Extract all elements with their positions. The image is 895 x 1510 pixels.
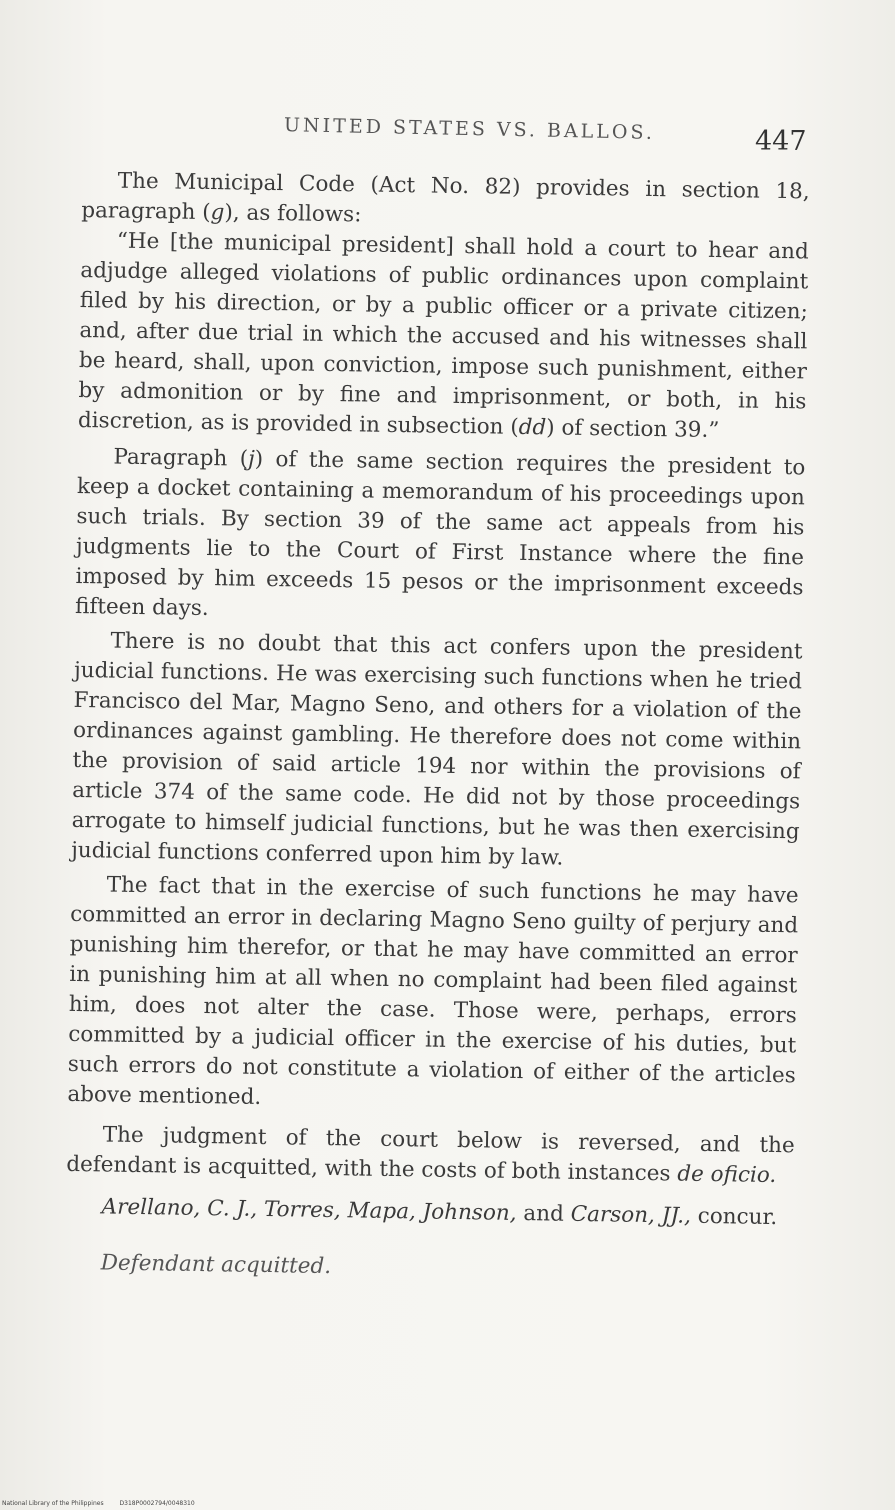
italic-de-oficio: de oficio.	[677, 1161, 777, 1189]
disposition: Defendant acquitted.	[100, 1250, 332, 1280]
italic-ref: g	[210, 200, 225, 226]
quoted-provision	[78, 226, 809, 447]
running-title: UNITED STATES VS. BALLOS.	[283, 114, 656, 144]
running-head	[0, 108, 895, 157]
italic-ref: j	[247, 446, 255, 472]
paragraph-docket	[75, 442, 806, 633]
justices-names: Arellano, C. J., Torres, Mapa, Johnson,	[101, 1194, 517, 1226]
scan-footer	[2, 1500, 209, 1507]
paragraph-error: The fact that in the exercise of such functions he may have committed an error in declaring Magno Seno guilty of perjury and punishing him therefor, or that he may have committed an error in punishing him at all when no complaint had been filed against him, does not alter the case. Those were, perhaps, errors committed by a judicial officer in the exercise of his duties, but such errors do not constitute a violation of either of the articles above mentioned.	[67, 872, 799, 1110]
library-name: National Library of the Philippines	[2, 1500, 104, 1507]
justices-last: Carson, JJ.,	[570, 1201, 692, 1229]
concur-and: and	[516, 1200, 571, 1227]
paragraph-text-end: ), as follows:	[224, 200, 362, 228]
paragraph-text: The Municipal Code (Act No. 82) provides in section 18, paragraph (	[81, 168, 810, 226]
page-number: 447	[755, 126, 807, 157]
quote-text: “He [the municipal president] shall hold a court to hear and adjudge alleged violations of public ordinances upon complaint filed by his direction, or by a public officer or a private citizen; and, after due trial in which the accused and his witnesses shall be heard, shall, upon conviction, impose such punishment, either by admonition or by fine and imprisonment, or both, in his discretion, as is provided in subsection (	[77, 228, 809, 440]
scan-identifier: D318P0002794/0048310	[119, 1500, 195, 1507]
quote-text-end: ) of section 39.”	[546, 415, 720, 444]
concurrence	[65, 1192, 793, 1233]
paragraph-judicial-functions: There is no doubt that this act confers upon the president judicial functions. He was exercising such functions when he tried Francisco del Mar, Magno Seno, and others for a violation of the ordinances against gambling. He therefore does not come within the provision of said article 194 nor within the provisions of article 374 of the same code. He did not by those proceedings arrogate to himself judicial functions, but he was then exercising judicial functions conferred upon him by law.	[71, 628, 803, 871]
paragraph-text-end: ) of the same section requires the president to keep a docket containing a memorandum of his proceedings upon such trials. By section 39 of the same act appeals from his judgments lie to the Court of First Instance where the fine imposed by him exceeds 15 pesos or the imprisonment exceeds fifteen days.	[74, 446, 806, 622]
body-text	[65, 166, 810, 1289]
paragraph-text: The judgment of the court below is reversed, and the defendant is acquitted, with the costs of both instances	[66, 1122, 795, 1187]
concur-end: concur.	[690, 1203, 778, 1231]
paragraph-judgment	[66, 1120, 795, 1191]
paragraph-municipal-code	[81, 166, 810, 237]
paragraph-text: Paragraph (	[113, 444, 249, 472]
italic-ref: dd	[518, 414, 547, 441]
